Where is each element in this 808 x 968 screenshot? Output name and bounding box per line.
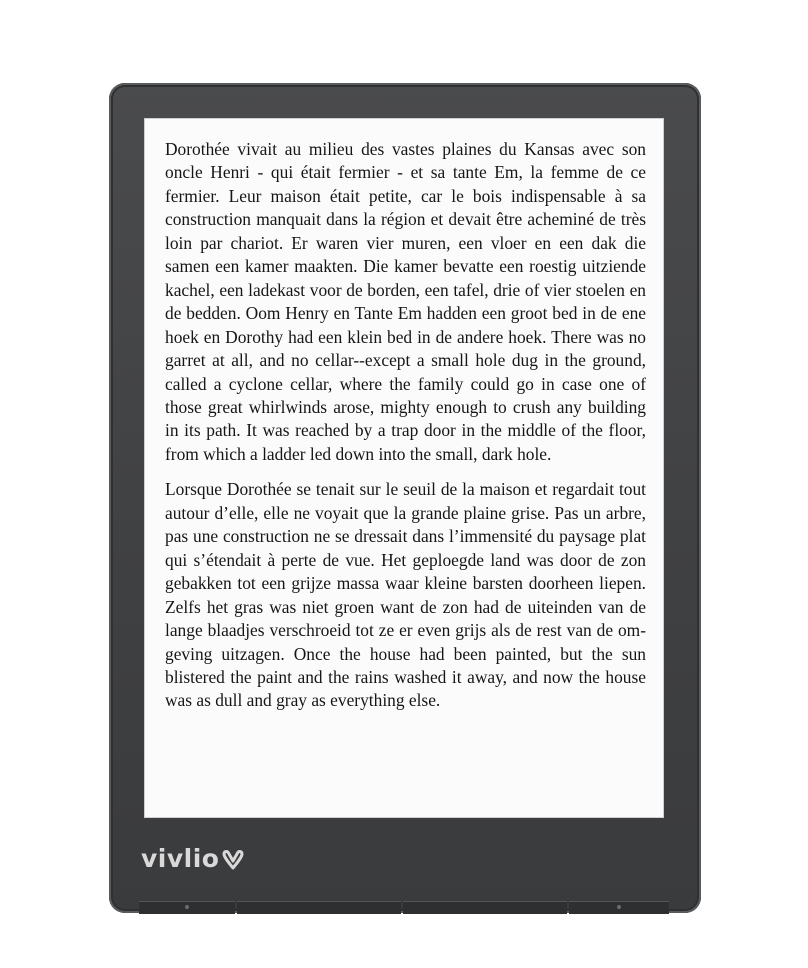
power-button[interactable] (569, 901, 669, 914)
edge-segment (237, 901, 401, 914)
heart-check-icon (221, 848, 245, 872)
back-page-button[interactable] (139, 901, 235, 914)
edge-segment (403, 901, 567, 914)
button-marker-icon (185, 905, 189, 909)
ereader-device (109, 83, 701, 913)
bottom-edge-buttons (139, 901, 671, 913)
eink-screen[interactable] (144, 118, 664, 818)
brand-logo (141, 838, 245, 878)
paragraph: Lorsque Dorothée se tenait sur le seuil de la maison et regardait tout autour d’elle, elle ne voyait que la grande plaine grise. Pas un arbre, pas une construction ne se dressait dans l’immensité du paysage plat qui s’étendait à perte de vue. Het geploegde land was door de zon gebakken tot een grijze massa waar kleine barsten doorheen liepen. Zelfs het gras was niet groen want de zon had de uiteinden van de lange blaadjes verschroeid tot ze er even grijs als de rest van de omgeving uitzagen. Once the house had been painted, but the sun blistered the paint and the rains washed it away, and now the house was as dull and gray as everything else. (165, 479, 646, 711)
button-marker-icon (617, 905, 621, 909)
page-text (165, 138, 646, 725)
brand-name: vivlio (141, 843, 220, 873)
paragraph: Dorothée vivait au milieu des vastes plaines du Kansas avec son oncle Henri - qui était fermier - et sa tante Em, la femme de ce fermier. Leur maison était petite, car le bois indispensable à sa construction manquait dans la région et devait être acheminé de très loin par chariot. Er waren vier muren, een vloer en een dak die samen een kamer maakten. Die kamer bevatte een roestig uitziende kachel, een ladekast voor de borden, een tafel, drie of vier stoelen en de bedden. Oom Henry en Tante Em hadden een groot bed in de ene hoek en Dorothy had een klein bed in de andere hoek. There was no garret at all, and no cellar--except a small hole dug in the ground, called a cyclone cellar, where the family could go in case one of those great whirlwinds arose, mighty enough to crush any building in its path. It was reached by a trap door in the middle of the floor, from which a ladder led down into the small, dark hole. (165, 139, 646, 464)
